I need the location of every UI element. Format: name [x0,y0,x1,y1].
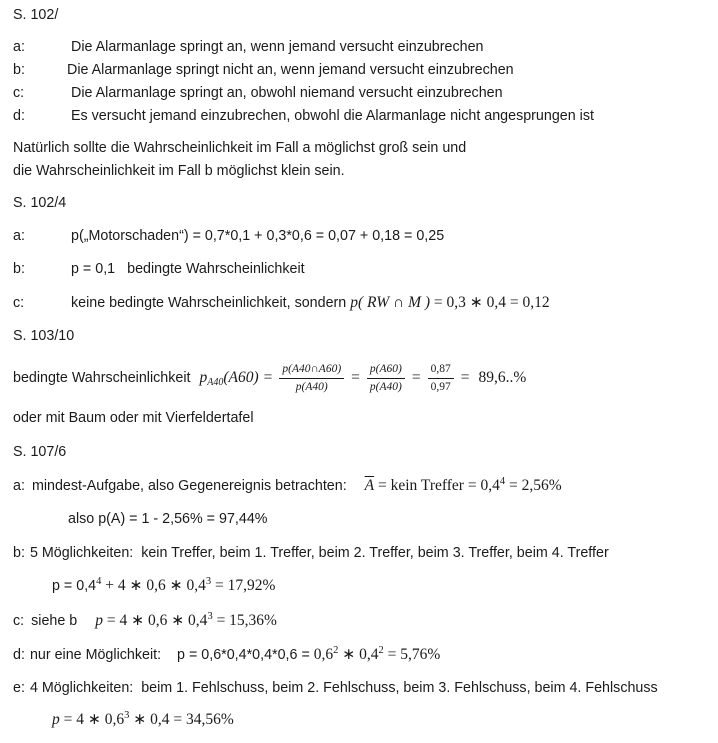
item-text: p(„Motorschaden“) = 0,7*0,1 + 0,3*0,6 = 0,07 + 0,18 = 0,25 [71,228,445,244]
answer-b-moeglichkeiten [13,545,609,561]
math-run: 3 [207,611,213,622]
denominator: 0,97 [430,380,451,393]
answer-b-formula [52,576,275,595]
denominator: p(A40) [295,380,328,393]
list-item-c [13,85,503,101]
section-heading-s102: S. 102/ [13,7,59,23]
answer-c-siehe-b [13,611,277,630]
math-run: p = 0,6*0,4*0,4*0,6 = [177,647,314,663]
item-text: Die Alarmanlage springt nicht an, wenn jemand versucht einzubrechen [67,62,514,78]
answer-b-bedingte [13,261,305,277]
item-text: bedingte Wahrscheinlichkeit [127,261,305,277]
math-run: + 4 ∗ 0,6 ∗ 0,4 [101,577,206,594]
math-run: 4 [96,576,102,587]
fraction-2 [367,362,405,394]
item-label: a: [13,478,25,494]
denominator: p(A40) [369,380,402,393]
math-run: = 17,92% [211,577,276,594]
note-line-2: die Wahrscheinlichkeit im Fall b möglichst klein sein. [13,163,345,179]
item-label: c: [13,295,25,311]
item-label: b: [13,261,25,277]
item-text: 5 Möglichkeiten: kein Treffer, beim 1. Treffer, beim 2. Treffer, beim 3. Treffer, beim 4. Treffer [29,545,609,561]
item-label: d: [13,647,25,663]
formula-text: p = 0,1 [71,261,116,277]
item-label: a: [13,228,25,244]
math-expression [177,645,440,664]
math-run: ∗ 0,4 [338,646,379,663]
math-argument: (A60) [223,368,259,386]
item-label: b: [13,62,25,78]
math-run: 0,6 [313,646,334,663]
equals-sign: = [460,369,470,386]
math-run: = 5,76% [383,646,441,663]
answer-c-keine-bedingte [13,293,550,312]
formula-result: 89,6..% [478,369,527,386]
math-run: 2 [333,645,339,656]
numerator: p(A60) [367,362,405,378]
section-heading-s102-4: S. 102/4 [13,195,67,211]
math-run: p [52,711,60,728]
math-run: 4 [499,476,506,487]
fraction-3 [428,362,454,394]
item-label: b: [13,545,25,561]
equals-sign: = [411,369,421,386]
math-run: = 4 ∗ 0,6 [59,711,125,728]
math-run: p( RW ∩ M ) [350,294,431,311]
numerator: p(A40∩A60) [279,362,344,378]
math-run: p [95,612,103,629]
alternative-methods-note: oder mit Baum oder mit Vierfeldertafel [13,410,254,426]
math-run: = 0,3 ∗ 0,4 = 0,12 [430,294,550,311]
math-lhs [199,369,258,388]
answer-e-formula [52,710,234,729]
item-label: c: [13,613,25,629]
math-run: p = 0,4 [52,578,97,594]
item-label: c: [13,85,25,101]
math-run: 3 [205,576,212,587]
math-expression [52,710,234,729]
math-expression [52,576,275,595]
numerator: 0,87 [428,362,454,378]
answer-a-continuation: also p(A) = 1 - 2,56% = 97,44% [68,511,268,527]
math-expression [350,293,549,312]
math-p: p [199,368,208,386]
conditional-probability-formula [13,357,526,399]
answer-e-fehlschuss [13,680,658,696]
answer-a-motorschaden [13,228,444,244]
list-item-b [13,62,514,78]
item-text: siehe b [31,613,78,629]
section-heading-s103-10: S. 103/10 [13,328,75,344]
math-run: ∗ 0,4 = 34,56% [129,711,234,728]
answer-d-eine-moeglichkeit [13,645,440,664]
item-label: a: [13,39,25,55]
formula-intro: bedingte Wahrscheinlichkeit [13,370,191,386]
fraction-1 [279,362,344,394]
math-run: = 15,36% [212,612,277,629]
section-heading-s107-6: S. 107/6 [13,444,67,460]
item-label: e: [13,680,25,696]
equals-sign: = [263,369,273,386]
item-text: Die Alarmanlage springt an, obwohl niemand versucht einzubrechen [71,85,503,101]
note-line-1: Natürlich sollte die Wahrscheinlichkeit im Fall a möglichst groß sein und [13,140,467,156]
list-item-a [13,39,483,55]
item-label: d: [13,108,25,124]
answer-a-gegenereignis [13,476,562,495]
item-text: mindest-Aufgabe, also Gegenereignis betrachten: [31,478,347,494]
item-text: 4 Möglichkeiten: beim 1. Fehlschuss, beim 2. Fehlschuss, beim 3. Fehlschuss, beim 4. Fehlschuss [29,680,658,696]
math-expression [365,476,562,495]
math-subscript: A40 [207,376,224,388]
item-text: Die Alarmanlage springt an, wenn jemand versucht einzubrechen [71,39,484,55]
math-run: = kein Treffer = 0,4 [374,477,500,494]
math-run: $\overline{A}$ [364,477,375,494]
math-run: = 4 ∗ 0,6 ∗ 0,4 [102,612,208,629]
item-text: keine bedingte Wahrscheinlichkeit, sondern [71,295,347,311]
item-text: Es versucht jemand einzubrechen, obwohl die Alarmanlage nicht angesprungen ist [71,108,594,124]
math-run: 3 [124,710,130,721]
equals-sign: = [351,369,360,386]
item-text: nur eine Möglichkeit: [29,647,162,663]
math-run: = 2,56% [505,477,562,494]
math-expression [95,611,277,630]
list-item-d [13,108,594,124]
math-run: 2 [378,645,384,656]
